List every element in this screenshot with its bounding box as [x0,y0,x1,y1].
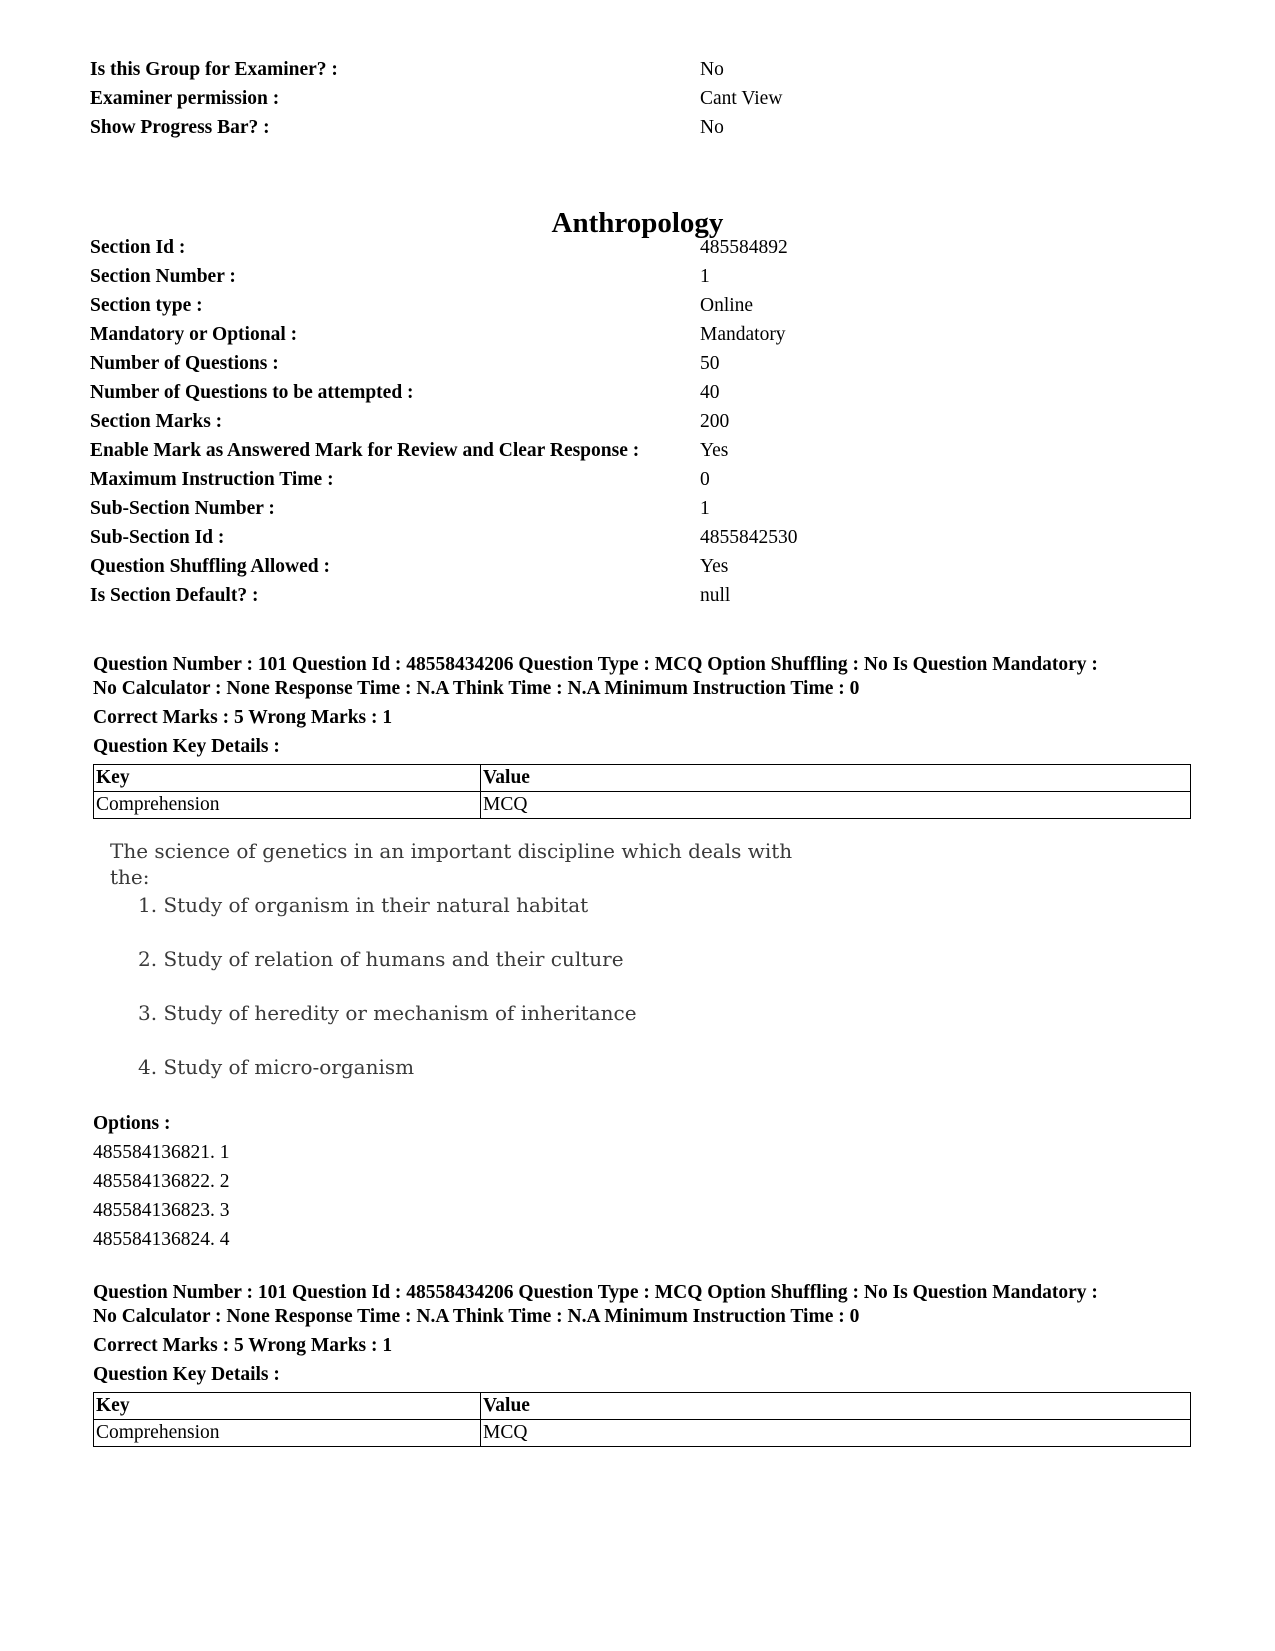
detail-value: Mandatory [700,324,786,345]
detail-row [90,262,1190,291]
table-cell: MCQ [481,792,1191,819]
detail-row [90,378,1190,407]
detail-value: Online [700,295,754,316]
question-choice: 4. Study of micro-organism [138,1055,415,1079]
setting-row [90,55,1190,84]
detail-value: 40 [700,382,720,403]
detail-value: 50 [700,353,720,374]
table-cell: Comprehension [94,792,481,819]
detail-key: Maximum Instruction Time : [90,469,334,490]
detail-row [90,552,1190,581]
table-header-cell: Value [481,1393,1191,1420]
setting-row [90,113,1190,142]
table-header-row [94,1393,1191,1420]
setting-value: Cant View [700,88,783,109]
detail-key: Number of Questions : [90,353,279,374]
question-key-table [93,764,1191,819]
detail-value: Yes [700,556,729,577]
detail-key: Is Section Default? : [90,585,259,606]
detail-row [90,320,1190,349]
option-item: 485584136822. 2 [93,1171,230,1192]
table-header-cell: Value [481,765,1191,792]
setting-value: No [700,117,724,138]
table-header-cell: Key [94,1393,481,1420]
detail-key: Section Marks : [90,411,223,432]
setting-value: No [700,59,724,80]
table-cell: Comprehension [94,1420,481,1447]
options-label: Options : [93,1113,171,1134]
section-title: Anthropology [551,207,724,239]
question-choice: 3. Study of heredity or mechanism of inheritance [138,1001,637,1025]
question-marks: Correct Marks : 5 Wrong Marks : 1 [93,1335,393,1356]
option-item: 485584136823. 3 [93,1200,230,1221]
setting-key: Examiner permission : [90,88,280,109]
detail-row [90,233,1190,262]
table-header-row [94,765,1191,792]
setting-key: Is this Group for Examiner? : [90,59,338,80]
detail-row [90,523,1190,552]
question-block [93,653,1193,819]
question-key-details-label: Question Key Details : [93,736,280,757]
question-marks: Correct Marks : 5 Wrong Marks : 1 [93,707,393,728]
table-row [94,1420,1191,1447]
detail-key: Section Id : [90,237,186,258]
detail-key: Sub-Section Number : [90,498,275,519]
question-key-table [93,1392,1191,1447]
question-key-details-label: Question Key Details : [93,1364,280,1385]
question-header-line: Question Number : 101 Question Id : 48558434206 Question Type : MCQ Option Shuffling : No Is Question Mandatory : [93,1282,1098,1303]
setting-row [90,84,1190,113]
detail-key: Question Shuffling Allowed : [90,556,331,577]
detail-key: Sub-Section Id : [90,527,225,548]
detail-value: null [700,585,731,606]
table-cell: MCQ [481,1420,1191,1447]
detail-row [90,407,1190,436]
detail-key: Mandatory or Optional : [90,324,298,345]
detail-value: 200 [700,411,730,432]
group-settings [90,55,1190,142]
question-choice: 2. Study of relation of humans and their culture [138,947,624,971]
detail-row [90,581,1190,610]
question-header-line: Question Number : 101 Question Id : 48558434206 Question Type : MCQ Option Shuffling : No Is Question Mandatory : [93,654,1098,675]
detail-key: Enable Mark as Answered Mark for Review and Clear Response : [90,440,640,461]
detail-row [90,494,1190,523]
detail-row [90,436,1190,465]
option-item: 485584136824. 4 [93,1229,230,1250]
section-details [90,233,1190,610]
table-header-cell: Key [94,765,481,792]
question-content [110,838,810,1108]
question-header-line: No Calculator : None Response Time : N.A Think Time : N.A Minimum Instruction Time : 0 [93,678,860,699]
detail-row [90,291,1190,320]
detail-row [90,349,1190,378]
detail-value: 4855842530 [700,527,798,548]
detail-row [90,465,1190,494]
option-item: 485584136821. 1 [93,1142,230,1163]
question-choice: 1. Study of organism in their natural habitat [138,893,589,917]
question-header-line: No Calculator : None Response Time : N.A Think Time : N.A Minimum Instruction Time : 0 [93,1306,860,1327]
setting-key: Show Progress Bar? : [90,117,270,138]
detail-value: 0 [700,469,710,490]
detail-value: 1 [700,266,710,287]
detail-key: Section Number : [90,266,236,287]
detail-value: Yes [700,440,729,461]
detail-key: Section type : [90,295,203,316]
detail-value: 485584892 [700,237,788,258]
question-block [93,1281,1193,1447]
question-stem: The science of genetics in an important discipline which deals with the: [110,839,793,889]
detail-key: Number of Questions to be attempted : [90,382,414,403]
detail-value: 1 [700,498,710,519]
table-row [94,792,1191,819]
options-list [93,1109,230,1254]
